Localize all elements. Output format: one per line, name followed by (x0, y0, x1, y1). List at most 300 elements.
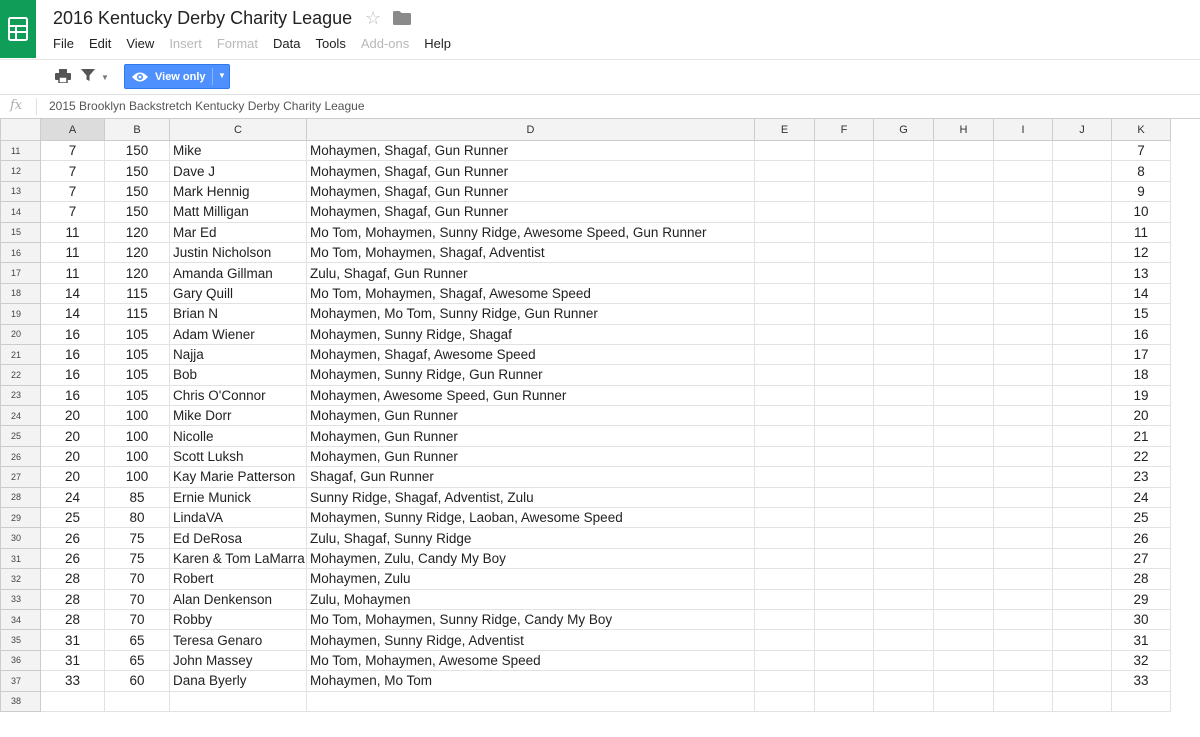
column-header-g[interactable]: G (874, 119, 934, 141)
cell-i[interactable] (994, 671, 1053, 691)
cell-f[interactable] (815, 222, 874, 242)
cell-k[interactable]: 9 (1112, 181, 1171, 201)
chevron-down-icon[interactable]: ▼ (218, 71, 226, 80)
cell-i[interactable] (994, 202, 1053, 222)
cell-i[interactable] (994, 426, 1053, 446)
cell-d[interactable]: Mo Tom, Mohaymen, Sunny Ridge, Candy My Boy (307, 609, 755, 629)
cell-h[interactable] (934, 385, 994, 405)
cell-i[interactable] (994, 263, 1053, 283)
cell-g[interactable] (874, 324, 934, 344)
cell-g[interactable] (874, 283, 934, 303)
cell-d[interactable]: Mohaymen, Gun Runner (307, 406, 755, 426)
cell-g[interactable] (874, 426, 934, 446)
menu-tools[interactable]: Tools (315, 36, 346, 51)
cell-h[interactable] (934, 324, 994, 344)
cell-h[interactable] (934, 446, 994, 466)
cell-d[interactable]: Mo Tom, Mohaymen, Awesome Speed (307, 650, 755, 670)
cell-d[interactable]: Mohaymen, Sunny Ridge, Gun Runner (307, 365, 755, 385)
cell-g[interactable] (874, 446, 934, 466)
cell-j[interactable] (1053, 691, 1112, 711)
cell-g[interactable] (874, 589, 934, 609)
cell-d[interactable]: Mohaymen, Sunny Ridge, Adventist (307, 630, 755, 650)
cell-c[interactable]: LindaVA (170, 508, 307, 528)
cell-a[interactable]: 11 (41, 222, 105, 242)
cell-f[interactable] (815, 283, 874, 303)
cell-e[interactable] (755, 569, 815, 589)
cell-k[interactable]: 30 (1112, 609, 1171, 629)
cell-f[interactable] (815, 467, 874, 487)
cell-e[interactable] (755, 324, 815, 344)
column-header-a[interactable]: A (41, 119, 105, 141)
cell-i[interactable] (994, 548, 1053, 568)
row-header[interactable]: 25 (1, 426, 41, 446)
cell-j[interactable] (1053, 242, 1112, 262)
menu-edit[interactable]: Edit (88, 36, 112, 51)
row-header[interactable]: 18 (1, 283, 41, 303)
cell-e[interactable] (755, 691, 815, 711)
cell-b[interactable]: 65 (105, 650, 170, 670)
cell-j[interactable] (1053, 324, 1112, 344)
cell-c[interactable]: Karen & Tom LaMarra (170, 548, 307, 568)
cell-j[interactable] (1053, 222, 1112, 242)
cell-a[interactable]: 31 (41, 650, 105, 670)
cell-b[interactable]: 150 (105, 161, 170, 181)
cell-i[interactable] (994, 283, 1053, 303)
cell-e[interactable] (755, 406, 815, 426)
cell-k[interactable]: 10 (1112, 202, 1171, 222)
cell-c[interactable]: Chris O'Connor (170, 385, 307, 405)
cell-c[interactable]: Ernie Munick (170, 487, 307, 507)
cell-a[interactable]: 16 (41, 344, 105, 364)
cell-k[interactable]: 31 (1112, 630, 1171, 650)
cell-j[interactable] (1053, 569, 1112, 589)
cell-k[interactable]: 32 (1112, 650, 1171, 670)
row-header[interactable]: 29 (1, 508, 41, 528)
menu-help[interactable]: Help (424, 36, 451, 51)
row-header[interactable]: 19 (1, 304, 41, 324)
cell-c[interactable]: Scott Luksh (170, 446, 307, 466)
cell-f[interactable] (815, 508, 874, 528)
cell-g[interactable] (874, 650, 934, 670)
cell-c[interactable]: Mar Ed (170, 222, 307, 242)
row-header[interactable]: 20 (1, 324, 41, 344)
cell-b[interactable]: 70 (105, 589, 170, 609)
cell-g[interactable] (874, 609, 934, 629)
cell-b[interactable]: 105 (105, 385, 170, 405)
cell-e[interactable] (755, 650, 815, 670)
cell-a[interactable]: 20 (41, 467, 105, 487)
cell-c[interactable]: Mike Dorr (170, 406, 307, 426)
cell-e[interactable] (755, 344, 815, 364)
cell-e[interactable] (755, 487, 815, 507)
row-header[interactable]: 16 (1, 242, 41, 262)
cell-j[interactable] (1053, 344, 1112, 364)
cell-b[interactable]: 150 (105, 181, 170, 201)
cell-a[interactable]: 7 (41, 181, 105, 201)
cell-g[interactable] (874, 671, 934, 691)
cell-h[interactable] (934, 406, 994, 426)
cell-b[interactable]: 75 (105, 528, 170, 548)
cell-j[interactable] (1053, 385, 1112, 405)
cell-c[interactable]: Nicolle (170, 426, 307, 446)
cell-c[interactable]: Adam Wiener (170, 324, 307, 344)
cell-d[interactable]: Mohaymen, Gun Runner (307, 426, 755, 446)
row-header[interactable]: 31 (1, 548, 41, 568)
cell-e[interactable] (755, 446, 815, 466)
cell-d[interactable]: Mohaymen, Shagaf, Awesome Speed (307, 344, 755, 364)
column-header-k[interactable]: K (1112, 119, 1171, 141)
cell-g[interactable] (874, 630, 934, 650)
cell-g[interactable] (874, 385, 934, 405)
cell-e[interactable] (755, 202, 815, 222)
cell-i[interactable] (994, 528, 1053, 548)
cell-i[interactable] (994, 181, 1053, 201)
cell-j[interactable] (1053, 304, 1112, 324)
cell-e[interactable] (755, 222, 815, 242)
column-header-h[interactable]: H (934, 119, 994, 141)
cell-e[interactable] (755, 630, 815, 650)
cell-e[interactable] (755, 365, 815, 385)
cell-f[interactable] (815, 385, 874, 405)
cell-a[interactable]: 7 (41, 202, 105, 222)
cell-i[interactable] (994, 365, 1053, 385)
cell-g[interactable] (874, 202, 934, 222)
cell-j[interactable] (1053, 508, 1112, 528)
cell-d[interactable] (307, 691, 755, 711)
cell-f[interactable] (815, 609, 874, 629)
filter-dropdown-icon[interactable]: ▼ (101, 73, 109, 82)
cell-d[interactable]: Sunny Ridge, Shagaf, Adventist, Zulu (307, 487, 755, 507)
cell-e[interactable] (755, 263, 815, 283)
cell-k[interactable]: 20 (1112, 406, 1171, 426)
row-header[interactable]: 23 (1, 385, 41, 405)
filter-icon[interactable] (81, 68, 95, 87)
cell-g[interactable] (874, 141, 934, 161)
cell-b[interactable]: 150 (105, 141, 170, 161)
cell-g[interactable] (874, 181, 934, 201)
cell-c[interactable]: Ed DeRosa (170, 528, 307, 548)
cell-i[interactable] (994, 446, 1053, 466)
cell-i[interactable] (994, 609, 1053, 629)
cell-i[interactable] (994, 569, 1053, 589)
cell-f[interactable] (815, 589, 874, 609)
cell-i[interactable] (994, 385, 1053, 405)
cell-f[interactable] (815, 161, 874, 181)
cell-j[interactable] (1053, 487, 1112, 507)
cell-h[interactable] (934, 141, 994, 161)
print-icon[interactable] (55, 69, 71, 88)
cell-h[interactable] (934, 671, 994, 691)
cell-a[interactable]: 26 (41, 548, 105, 568)
cell-k[interactable]: 21 (1112, 426, 1171, 446)
cell-d[interactable]: Mohaymen, Shagaf, Gun Runner (307, 202, 755, 222)
cell-e[interactable] (755, 283, 815, 303)
cell-b[interactable]: 100 (105, 467, 170, 487)
cell-h[interactable] (934, 426, 994, 446)
cell-b[interactable]: 120 (105, 222, 170, 242)
cell-a[interactable]: 33 (41, 671, 105, 691)
view-only-button[interactable] (124, 64, 230, 89)
cell-d[interactable]: Mohaymen, Shagaf, Gun Runner (307, 181, 755, 201)
cell-k[interactable]: 29 (1112, 589, 1171, 609)
cell-a[interactable]: 7 (41, 141, 105, 161)
cell-j[interactable] (1053, 181, 1112, 201)
row-header[interactable]: 13 (1, 181, 41, 201)
cell-g[interactable] (874, 344, 934, 364)
cell-a[interactable]: 20 (41, 446, 105, 466)
cell-c[interactable]: Robby (170, 609, 307, 629)
cell-f[interactable] (815, 324, 874, 344)
cell-d[interactable]: Mohaymen, Awesome Speed, Gun Runner (307, 385, 755, 405)
cell-b[interactable] (105, 691, 170, 711)
row-header[interactable]: 17 (1, 263, 41, 283)
row-header[interactable]: 33 (1, 589, 41, 609)
select-all-corner[interactable] (1, 119, 41, 141)
cell-f[interactable] (815, 528, 874, 548)
cell-k[interactable]: 16 (1112, 324, 1171, 344)
cell-f[interactable] (815, 650, 874, 670)
cell-a[interactable]: 24 (41, 487, 105, 507)
cell-e[interactable] (755, 548, 815, 568)
row-header[interactable]: 30 (1, 528, 41, 548)
cell-c[interactable]: Matt Milligan (170, 202, 307, 222)
cell-d[interactable]: Zulu, Shagaf, Sunny Ridge (307, 528, 755, 548)
cell-a[interactable]: 11 (41, 242, 105, 262)
cell-f[interactable] (815, 202, 874, 222)
cell-b[interactable]: 115 (105, 304, 170, 324)
cell-j[interactable] (1053, 141, 1112, 161)
column-header-b[interactable]: B (105, 119, 170, 141)
row-header[interactable]: 34 (1, 609, 41, 629)
cell-c[interactable]: Brian N (170, 304, 307, 324)
cell-g[interactable] (874, 242, 934, 262)
cell-h[interactable] (934, 589, 994, 609)
cell-j[interactable] (1053, 406, 1112, 426)
row-header[interactable]: 14 (1, 202, 41, 222)
column-header-d[interactable]: D (307, 119, 755, 141)
cell-c[interactable]: Alan Denkenson (170, 589, 307, 609)
cell-h[interactable] (934, 609, 994, 629)
cell-f[interactable] (815, 242, 874, 262)
cell-b[interactable]: 65 (105, 630, 170, 650)
cell-i[interactable] (994, 406, 1053, 426)
cell-f[interactable] (815, 263, 874, 283)
row-header[interactable]: 12 (1, 161, 41, 181)
formula-content[interactable]: 2015 Brooklyn Backstretch Kentucky Derby Charity League (49, 99, 365, 113)
cell-e[interactable] (755, 141, 815, 161)
cell-g[interactable] (874, 508, 934, 528)
cell-g[interactable] (874, 548, 934, 568)
cell-f[interactable] (815, 446, 874, 466)
cell-b[interactable]: 70 (105, 569, 170, 589)
cell-a[interactable]: 16 (41, 365, 105, 385)
cell-e[interactable] (755, 671, 815, 691)
cell-a[interactable]: 20 (41, 426, 105, 446)
column-header-j[interactable]: J (1053, 119, 1112, 141)
cell-b[interactable]: 100 (105, 446, 170, 466)
cell-b[interactable]: 105 (105, 344, 170, 364)
cell-e[interactable] (755, 426, 815, 446)
row-header[interactable]: 24 (1, 406, 41, 426)
column-header-f[interactable]: F (815, 119, 874, 141)
cell-d[interactable]: Mo Tom, Mohaymen, Sunny Ridge, Awesome Speed, Gun Runner (307, 222, 755, 242)
cell-b[interactable]: 105 (105, 365, 170, 385)
column-header-c[interactable]: C (170, 119, 307, 141)
cell-d[interactable]: Shagaf, Gun Runner (307, 467, 755, 487)
cell-h[interactable] (934, 691, 994, 711)
cell-a[interactable]: 28 (41, 589, 105, 609)
cell-k[interactable]: 19 (1112, 385, 1171, 405)
cell-e[interactable] (755, 528, 815, 548)
cell-i[interactable] (994, 242, 1053, 262)
cell-j[interactable] (1053, 609, 1112, 629)
cell-k[interactable]: 26 (1112, 528, 1171, 548)
menu-file[interactable]: File (53, 36, 74, 51)
cell-j[interactable] (1053, 630, 1112, 650)
cell-h[interactable] (934, 528, 994, 548)
sheets-logo[interactable] (0, 0, 36, 58)
cell-h[interactable] (934, 222, 994, 242)
cell-j[interactable] (1053, 528, 1112, 548)
cell-g[interactable] (874, 528, 934, 548)
cell-d[interactable]: Mohaymen, Gun Runner (307, 446, 755, 466)
cell-k[interactable]: 12 (1112, 242, 1171, 262)
column-header-i[interactable]: I (994, 119, 1053, 141)
cell-b[interactable]: 150 (105, 202, 170, 222)
cell-f[interactable] (815, 344, 874, 364)
cell-g[interactable] (874, 467, 934, 487)
cell-e[interactable] (755, 304, 815, 324)
cell-b[interactable]: 70 (105, 609, 170, 629)
cell-c[interactable]: Teresa Genaro (170, 630, 307, 650)
row-header[interactable]: 22 (1, 365, 41, 385)
cell-j[interactable] (1053, 426, 1112, 446)
cell-d[interactable]: Mohaymen, Zulu (307, 569, 755, 589)
cell-i[interactable] (994, 324, 1053, 344)
cell-i[interactable] (994, 508, 1053, 528)
cell-k[interactable]: 14 (1112, 283, 1171, 303)
cell-i[interactable] (994, 304, 1053, 324)
cell-c[interactable]: Gary Quill (170, 283, 307, 303)
cell-k[interactable]: 25 (1112, 508, 1171, 528)
cell-h[interactable] (934, 263, 994, 283)
cell-g[interactable] (874, 691, 934, 711)
cell-d[interactable]: Mohaymen, Zulu, Candy My Boy (307, 548, 755, 568)
cell-a[interactable]: 31 (41, 630, 105, 650)
row-header[interactable]: 32 (1, 569, 41, 589)
cell-j[interactable] (1053, 548, 1112, 568)
row-header[interactable]: 38 (1, 691, 41, 711)
cell-h[interactable] (934, 242, 994, 262)
cell-b[interactable]: 80 (105, 508, 170, 528)
cell-f[interactable] (815, 691, 874, 711)
cell-f[interactable] (815, 141, 874, 161)
cell-b[interactable]: 115 (105, 283, 170, 303)
cell-g[interactable] (874, 222, 934, 242)
cell-e[interactable] (755, 385, 815, 405)
cell-i[interactable] (994, 630, 1053, 650)
cell-d[interactable]: Zulu, Shagaf, Gun Runner (307, 263, 755, 283)
cell-g[interactable] (874, 487, 934, 507)
cell-a[interactable]: 20 (41, 406, 105, 426)
cell-d[interactable]: Mohaymen, Shagaf, Gun Runner (307, 161, 755, 181)
cell-b[interactable]: 100 (105, 406, 170, 426)
cell-a[interactable]: 14 (41, 304, 105, 324)
cell-b[interactable]: 120 (105, 263, 170, 283)
cell-h[interactable] (934, 181, 994, 201)
cell-k[interactable]: 8 (1112, 161, 1171, 181)
cell-j[interactable] (1053, 671, 1112, 691)
row-header[interactable]: 26 (1, 446, 41, 466)
cell-k[interactable]: 28 (1112, 569, 1171, 589)
cell-f[interactable] (815, 181, 874, 201)
cell-k[interactable]: 18 (1112, 365, 1171, 385)
cell-b[interactable]: 75 (105, 548, 170, 568)
cell-a[interactable]: 7 (41, 161, 105, 181)
cell-g[interactable] (874, 263, 934, 283)
cell-e[interactable] (755, 181, 815, 201)
cell-g[interactable] (874, 365, 934, 385)
cell-h[interactable] (934, 508, 994, 528)
cell-a[interactable]: 26 (41, 528, 105, 548)
cell-f[interactable] (815, 426, 874, 446)
cell-j[interactable] (1053, 283, 1112, 303)
cell-c[interactable]: Dave J (170, 161, 307, 181)
cell-f[interactable] (815, 630, 874, 650)
cell-e[interactable] (755, 161, 815, 181)
cell-f[interactable] (815, 365, 874, 385)
row-header[interactable]: 35 (1, 630, 41, 650)
cell-h[interactable] (934, 467, 994, 487)
cell-k[interactable]: 24 (1112, 487, 1171, 507)
cell-k[interactable]: 22 (1112, 446, 1171, 466)
cell-i[interactable] (994, 691, 1053, 711)
cell-b[interactable]: 85 (105, 487, 170, 507)
cell-i[interactable] (994, 487, 1053, 507)
cell-j[interactable] (1053, 650, 1112, 670)
cell-d[interactable]: Mohaymen, Sunny Ridge, Laoban, Awesome Speed (307, 508, 755, 528)
cell-j[interactable] (1053, 446, 1112, 466)
cell-a[interactable]: 16 (41, 324, 105, 344)
cell-k[interactable]: 17 (1112, 344, 1171, 364)
cell-a[interactable]: 28 (41, 569, 105, 589)
cell-a[interactable]: 16 (41, 385, 105, 405)
cell-k[interactable] (1112, 691, 1171, 711)
cell-h[interactable] (934, 650, 994, 670)
cell-i[interactable] (994, 141, 1053, 161)
folder-icon[interactable] (393, 11, 411, 30)
cell-j[interactable] (1053, 589, 1112, 609)
cell-f[interactable] (815, 406, 874, 426)
cell-c[interactable]: Najja (170, 344, 307, 364)
cell-a[interactable]: 28 (41, 609, 105, 629)
cell-e[interactable] (755, 508, 815, 528)
cell-b[interactable]: 105 (105, 324, 170, 344)
cell-c[interactable]: John Massey (170, 650, 307, 670)
star-icon[interactable]: ☆ (365, 8, 382, 28)
cell-j[interactable] (1053, 365, 1112, 385)
cell-a[interactable] (41, 691, 105, 711)
cell-h[interactable] (934, 283, 994, 303)
cell-e[interactable] (755, 242, 815, 262)
cell-h[interactable] (934, 487, 994, 507)
cell-c[interactable]: Amanda Gillman (170, 263, 307, 283)
cell-i[interactable] (994, 650, 1053, 670)
cell-k[interactable]: 23 (1112, 467, 1171, 487)
cell-j[interactable] (1053, 467, 1112, 487)
cell-b[interactable]: 60 (105, 671, 170, 691)
cell-i[interactable] (994, 222, 1053, 242)
